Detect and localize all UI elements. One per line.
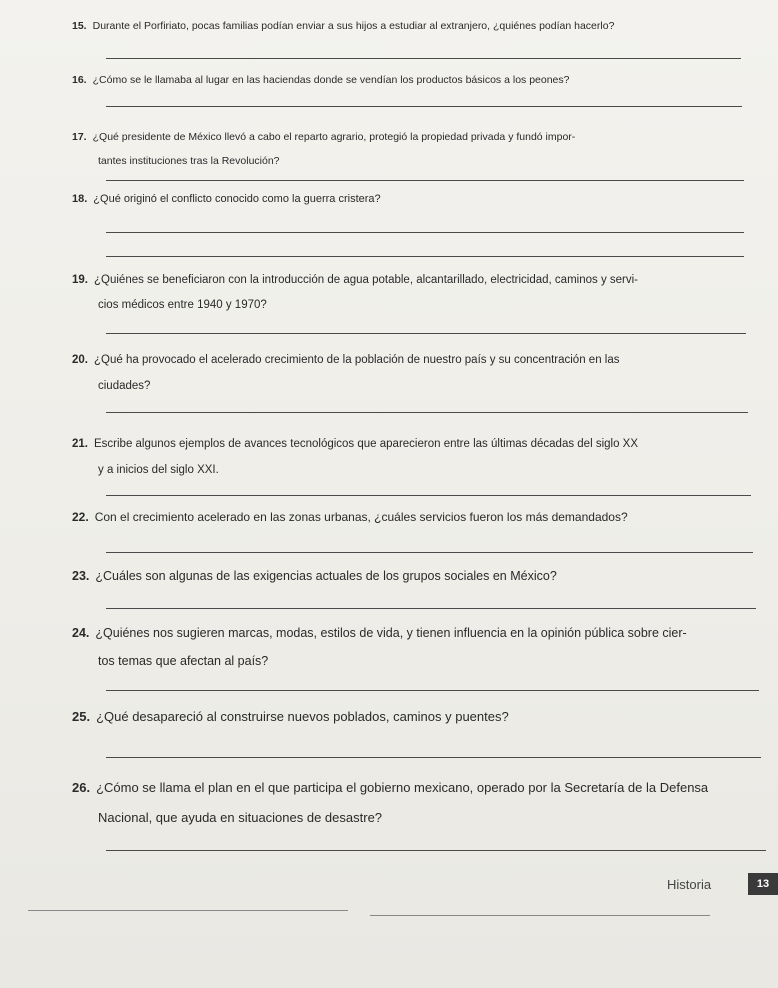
question-number: 26. bbox=[72, 780, 91, 795]
question-number: 25. bbox=[72, 709, 91, 724]
footer-subject: Historia bbox=[667, 877, 712, 892]
question-number: 20. bbox=[72, 354, 88, 366]
question-25 bbox=[72, 709, 762, 724]
answer-line-26[interactable] bbox=[106, 850, 766, 851]
question-text: ¿Quiénes se beneficiaron con la introducción de agua potable, alcantarillado, electricidad, caminos y servi- bbox=[94, 274, 638, 286]
question-text: ¿Cómo se le llamaba al lugar en las haciendas donde se vendían los productos básicos a los peones? bbox=[92, 74, 570, 86]
question-number: 19. bbox=[72, 274, 88, 286]
question-text: ¿Cuáles son algunas de las exigencias actuales de los grupos sociales en México? bbox=[95, 569, 557, 583]
question-text-continued: tantes instituciones tras la Revolución? bbox=[98, 155, 280, 167]
answer-line-15[interactable] bbox=[106, 58, 741, 59]
question-16 bbox=[72, 74, 762, 86]
answer-line-21[interactable] bbox=[106, 495, 751, 496]
question-text-continued: Nacional, que ayuda en situaciones de desastre? bbox=[98, 810, 383, 825]
question-number: 23. bbox=[72, 569, 90, 583]
question-text: ¿Qué originó el conflicto conocido como la guerra cristera? bbox=[93, 193, 381, 205]
question-text: ¿Qué desapareció al construirse nuevos poblados, caminos y puentes? bbox=[96, 709, 509, 724]
question-text: ¿Cómo se llama el plan en el que participa el gobierno mexicano, operado por la Secretaría de la Defensa bbox=[96, 780, 709, 795]
question-text-continued: cios médicos entre 1940 y 1970? bbox=[98, 299, 267, 311]
question-text: ¿Qué ha provocado el acelerado crecimiento de la población de nuestro país y su concentración en las bbox=[94, 354, 620, 366]
question-20 bbox=[72, 347, 762, 399]
question-19 bbox=[72, 268, 762, 318]
answer-line-24[interactable] bbox=[106, 690, 759, 691]
question-24 bbox=[72, 619, 762, 675]
question-text-continued: y a inicios del siglo XXI. bbox=[98, 464, 219, 476]
question-text-continued: tos temas que afectan al país? bbox=[98, 654, 269, 668]
answer-line-20[interactable] bbox=[106, 412, 748, 413]
question-number: 18. bbox=[72, 193, 88, 205]
question-text: ¿Qué presidente de México llevó a cabo el reparto agrario, protegió la propiedad privada y fundó impor- bbox=[92, 131, 576, 143]
question-text: Con el crecimiento acelerado en las zonas urbanas, ¿cuáles servicios fueron los más demandados? bbox=[94, 510, 628, 524]
question-17 bbox=[72, 125, 762, 173]
question-text: Durante el Porfiriato, pocas familias podían enviar a sus hijos a estudiar al extranjero, ¿quiénes podían hacerlo? bbox=[92, 20, 615, 32]
footer-rule-right bbox=[370, 915, 710, 916]
answer-line-16[interactable] bbox=[106, 106, 742, 107]
question-21 bbox=[72, 431, 762, 483]
answer-line-17[interactable] bbox=[106, 180, 744, 181]
question-22 bbox=[72, 510, 762, 524]
answer-line-25[interactable] bbox=[106, 757, 761, 758]
question-number: 24. bbox=[72, 626, 90, 640]
question-number: 22. bbox=[72, 510, 89, 524]
footer-rule-left bbox=[28, 910, 348, 911]
question-text: ¿Quiénes nos sugieren marcas, modas, estilos de vida, y tienen influencia en la opinión pública sobre cier- bbox=[95, 626, 687, 640]
question-15 bbox=[72, 20, 762, 32]
answer-line-22[interactable] bbox=[106, 552, 753, 553]
answer-line-19[interactable] bbox=[106, 333, 746, 334]
answer-line-18b[interactable] bbox=[106, 256, 744, 257]
question-text-continued: ciudades? bbox=[98, 380, 151, 392]
question-26 bbox=[72, 773, 777, 833]
question-number: 15. bbox=[72, 20, 87, 32]
answer-line-23[interactable] bbox=[106, 608, 756, 609]
question-23 bbox=[72, 569, 762, 583]
question-number: 17. bbox=[72, 131, 87, 143]
question-number: 21. bbox=[72, 438, 88, 450]
page-number-badge: 13 bbox=[748, 873, 778, 895]
answer-line-18a[interactable] bbox=[106, 232, 744, 233]
question-number: 16. bbox=[72, 74, 87, 86]
question-18 bbox=[72, 193, 762, 205]
question-text: Escribe algunos ejemplos de avances tecnológicos que aparecieron entre las últimas décadas del siglo XX bbox=[94, 438, 639, 450]
